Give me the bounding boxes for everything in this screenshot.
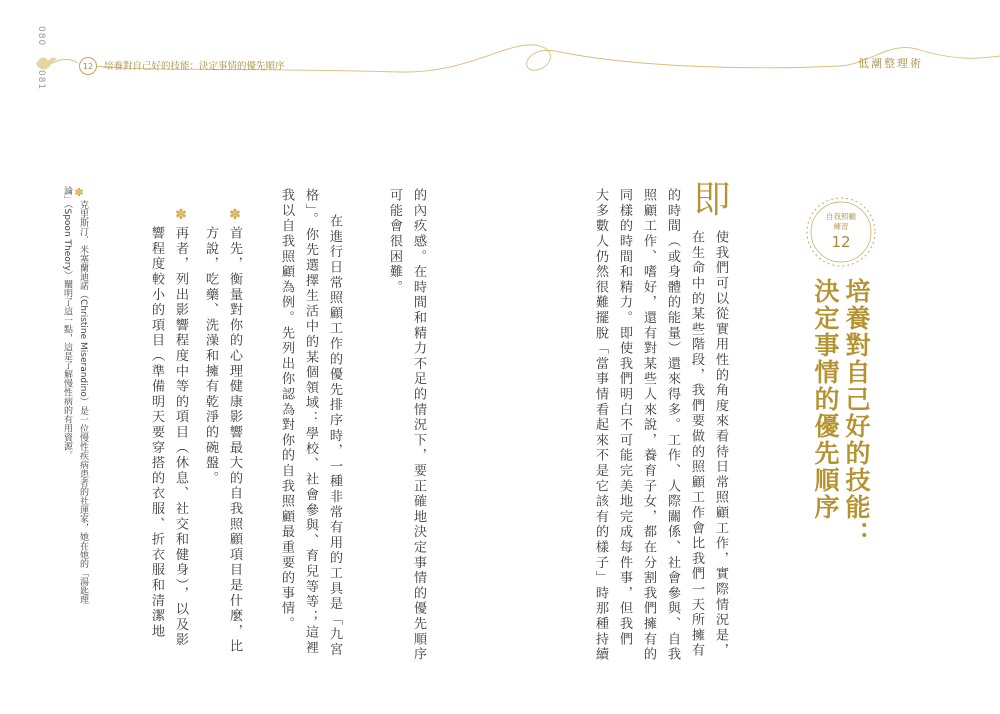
asterisk-icon: ✽ <box>175 207 187 223</box>
body-column-7: 的內疚感。在時間和精力不足的情況下，要正確地決定事情的優先順序 <box>411 188 426 663</box>
body-column-11: 我以自我照顧為例。先列出你認為對你的自我照顧最重要的事情。 <box>279 188 294 632</box>
body-column-14: 再者，列出影響程度中等的項目（休息、社交和健身），以及影 <box>173 226 188 648</box>
page-numbers <box>32 26 46 46</box>
body-column-13: 方說，吃藥、洗澡和擁有乾淨的碗盤。 <box>203 226 218 487</box>
body-column-12: 首先，衡量對你的心理健康影響最大的自我照顧項目是什麼，比 <box>227 226 242 655</box>
seal-label-line1: 自我照顧 <box>826 212 856 221</box>
asterisk-icon: ✽ <box>229 207 241 223</box>
body-column-1: 使我們可以從實用性的角度來看待日常照顧工作，實際情況是， <box>713 230 728 659</box>
body-column-15: 響程度較小的項目（準備明天要穿搭的衣服、折衣服和清潔地 <box>149 226 164 640</box>
practice-seal <box>804 195 878 269</box>
body-column-4: 照顧工作、嗜好，還有對某些人來說，養育子女，都在分割我們擁有的 <box>641 188 656 663</box>
section-heading-line2: 決定事情的優先順序 <box>811 278 840 521</box>
body-column-2: 在生命中的某些階段，我們要做的照顧工作會比我們一天所擁有 <box>689 230 704 659</box>
seal-label-line2: 練習 <box>833 222 849 231</box>
drop-cap: 即 <box>693 178 731 221</box>
asterisk-icon: ✽ <box>74 186 84 199</box>
bird-icon <box>34 52 58 74</box>
section-heading-line1: 培養對自己好的技能： <box>842 278 871 548</box>
ornament-icon <box>804 195 878 269</box>
chapter-number-badge: 12 <box>79 57 97 75</box>
left-page-number: 080 <box>36 26 46 47</box>
body-column-9: 在進行日常照顧工作的優先排序時，一種非常有用的工具是「九宮 <box>327 214 342 658</box>
seal-number: 12 <box>831 233 851 251</box>
body-column-5: 同樣的時間和精力。即使我們明白不可能完美地完成每件事，但我們 <box>617 188 632 647</box>
book-title: 低潮整理術 <box>858 57 923 70</box>
footnote-line-1: 克里斯汀．米塞蘭迪諾（Christine Miserandino）是一位慢性疾病患者的社運家，她在她的「湯匙理 <box>78 200 88 604</box>
body-column-8: 可能會很困難。 <box>387 188 402 296</box>
body-column-10: 格」。你先選擇生活中的某個領域：學校、社會參與、育兒等等；這裡 <box>303 188 318 656</box>
body-column-6: 大多數人仍然很難擺脫「當事情看起來不是它該有的樣子」時那種持續 <box>593 188 608 663</box>
right-page-number: 081 <box>36 70 46 91</box>
footnote-line-2: 論」（Spoon Theory）闡明了這一點，這是了解慢性病的有用資源。 <box>62 186 72 460</box>
running-title: 培養對自己好的技能：決定事情的優先順序 <box>104 61 285 72</box>
body-column-3: 的時間（或身體的能量）還來得多。工作、人際關係、社會參與、自我 <box>665 188 680 663</box>
seal-label <box>804 212 878 232</box>
